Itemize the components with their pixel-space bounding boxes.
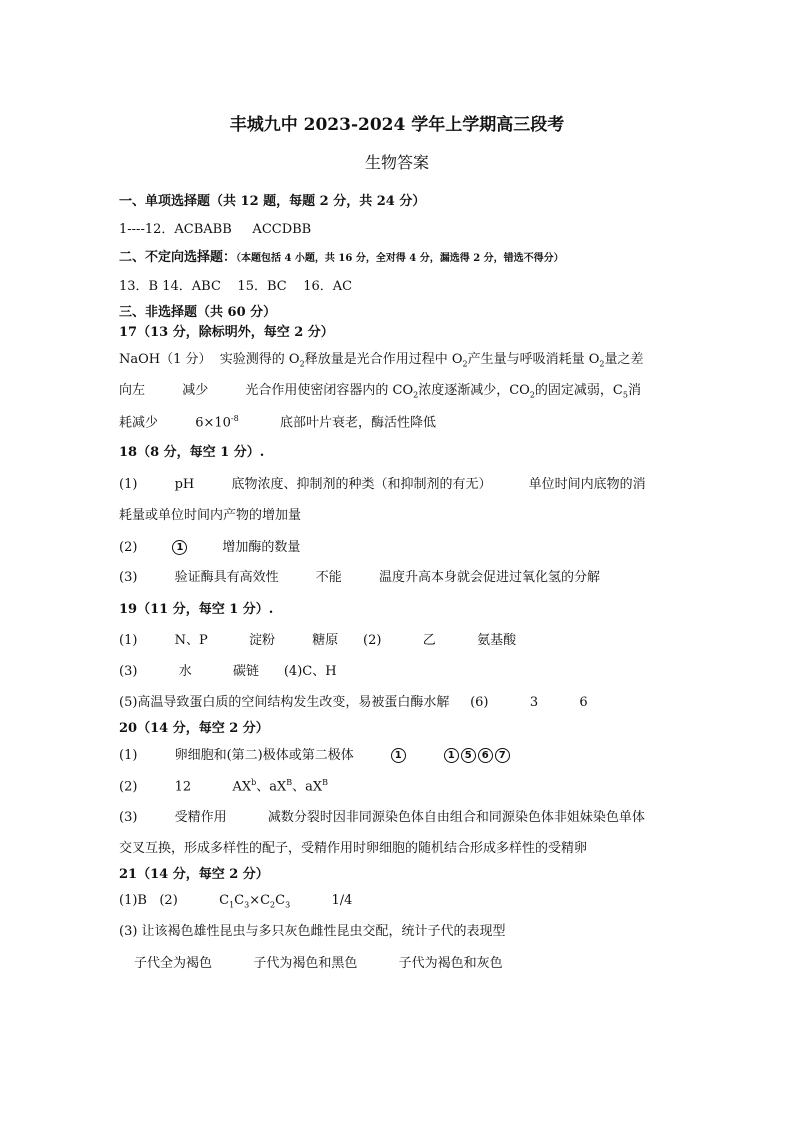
page-title: 丰城九中 2023-2024 学年上学期高三段考 [229,115,565,135]
q17-line1 [119,353,643,369]
q19-line3: (5)高温导致蛋白质的空间结构发生改变，易被蛋白酶水解 (6) 3 6 [119,695,588,710]
section3-heading: 三、非选择题（共 60 分） [119,305,277,320]
circled-number: 5 [461,748,476,763]
q17-line3 [119,415,436,429]
q18-line2: 耗量或单位时间内产物的增加量 [119,508,302,523]
q18-l3a: (2) [119,540,138,555]
q20-l2s3: B [322,778,329,787]
section2-heading-line [119,251,564,264]
q21-m1: C [234,893,245,908]
q18-line3 [119,540,300,555]
q17-l2sub3: 5 [622,390,628,400]
q21-s4: 3 [285,900,291,910]
q20-line1 [119,748,511,763]
q20-l2s1: b [251,778,257,787]
q21-l1a: (1)B (2) C [119,893,230,908]
q21-line1 [119,894,352,910]
q17-l1b: 释放量是光合作用过程中 O [304,352,463,367]
q17-l3b: 底部叶片衰老，酶活性降低 [238,415,437,431]
q20-line4: 交叉互换，形成多样性的配子，受精作用时卵细胞的随机结合形成多样性的受精卵 [119,841,588,856]
q20-heading: 20（14 分，每空 2 分） [119,721,269,736]
q20-l2b: 、aX [256,779,287,795]
section2-answers: 13．B 14．ABC 15．BC 16．AC [119,279,353,294]
q21-l1b: 1/4 [290,893,353,908]
q17-l3a: 耗减少 6×10 [119,415,231,431]
q20-line2 [119,779,328,793]
page-subtitle: 生物答案 [364,153,429,172]
circled-number: 1 [391,748,406,763]
q17-l2d: 消 [627,383,641,398]
q20-l2a: (2) 12 AX [119,779,252,795]
q21-m3: C [275,893,286,908]
q21-line3: 子代全为褐色 子代为褐色和黑色 子代为褐色和灰色 [134,956,503,971]
q20-line3: (3) 受精作用 减数分裂时因非同源染色体自由组合和同源染色体非姐妹染色单体 [119,810,645,825]
q17-l1sub2: 2 [462,359,468,369]
q21-s3: 2 [270,900,276,910]
circled-number: 6 [478,748,493,763]
q17-l1sub3: 2 [599,359,605,369]
q17-l2a: 向左 减少 光合作用使密闭容器内的 CO [119,383,414,398]
q17-heading: 17（13 分，除标明外，每空 2 分） [119,325,334,340]
q17-l1c: 产生量与呼吸消耗量 O [467,352,600,367]
section2-heading: 二、不定向选择题： [119,250,237,265]
section1-heading: 一、单项选择题（共 12 题，每题 2 分，共 24 分） [119,194,426,209]
q18-line1: (1) pH 底物浓度、抑制剂的种类（和抑制剂的有无） 单位时间内底物的消 [119,477,646,492]
q17-l2sub: 2 [413,390,419,400]
q19-line2: (3) 水 碳链 (4)C、H [119,664,337,679]
q21-s2: 3 [244,900,250,910]
q21-m2: ×C [249,893,271,908]
circled-number: 7 [495,748,510,763]
q20-l2c: 、aX [292,779,323,795]
q18-line4: (3) 验证酶具有高效性 不能 温度升高本身就会促进过氧化氢的分解 [119,570,600,585]
q19-line1: (1) N、P 淀粉 糖原 (2) 乙 氨基酸 [119,633,517,648]
q21-line2: (3) 让该褐色雄性昆虫与多只灰色雌性昆虫交配，统计子代的表现型 [119,924,506,939]
q17-l1sub: 2 [299,359,305,369]
q18-l3b: 增加酶的数量 [222,540,301,555]
q18-heading: 18（8 分，每空 1 分）. [119,445,265,460]
q20-l2s2: B [286,778,293,787]
q17-l2b: 浓度逐渐减少，CO [418,383,530,398]
q17-l1d: 量之差 [604,352,644,367]
circled-number: 1 [172,540,187,555]
circled-number: 1 [444,748,459,763]
section1-answers: 1----12．ACBABB ACCDBB [119,222,312,237]
q20-l1a: (1) 卵细胞和(第二)极体或第二极体 [119,748,354,763]
q17-l3sup: -8 [230,414,239,423]
q21-heading: 21（14 分，每空 2 分） [119,867,269,882]
q17-line2 [119,384,641,400]
q21-s1: 1 [229,900,235,910]
q17-l1a: NaOH（1 分） 实验测得的 O [119,352,300,367]
section2-note: （本题包括 4 小题，共 16 分，全对得 4 分，漏选得 2 分，错选不得分） [236,253,564,264]
q19-heading: 19（11 分，每空 1 分）. [119,602,274,617]
q17-l2sub2: 2 [529,390,535,400]
q17-l2c: 的固定减弱，C [534,383,623,398]
